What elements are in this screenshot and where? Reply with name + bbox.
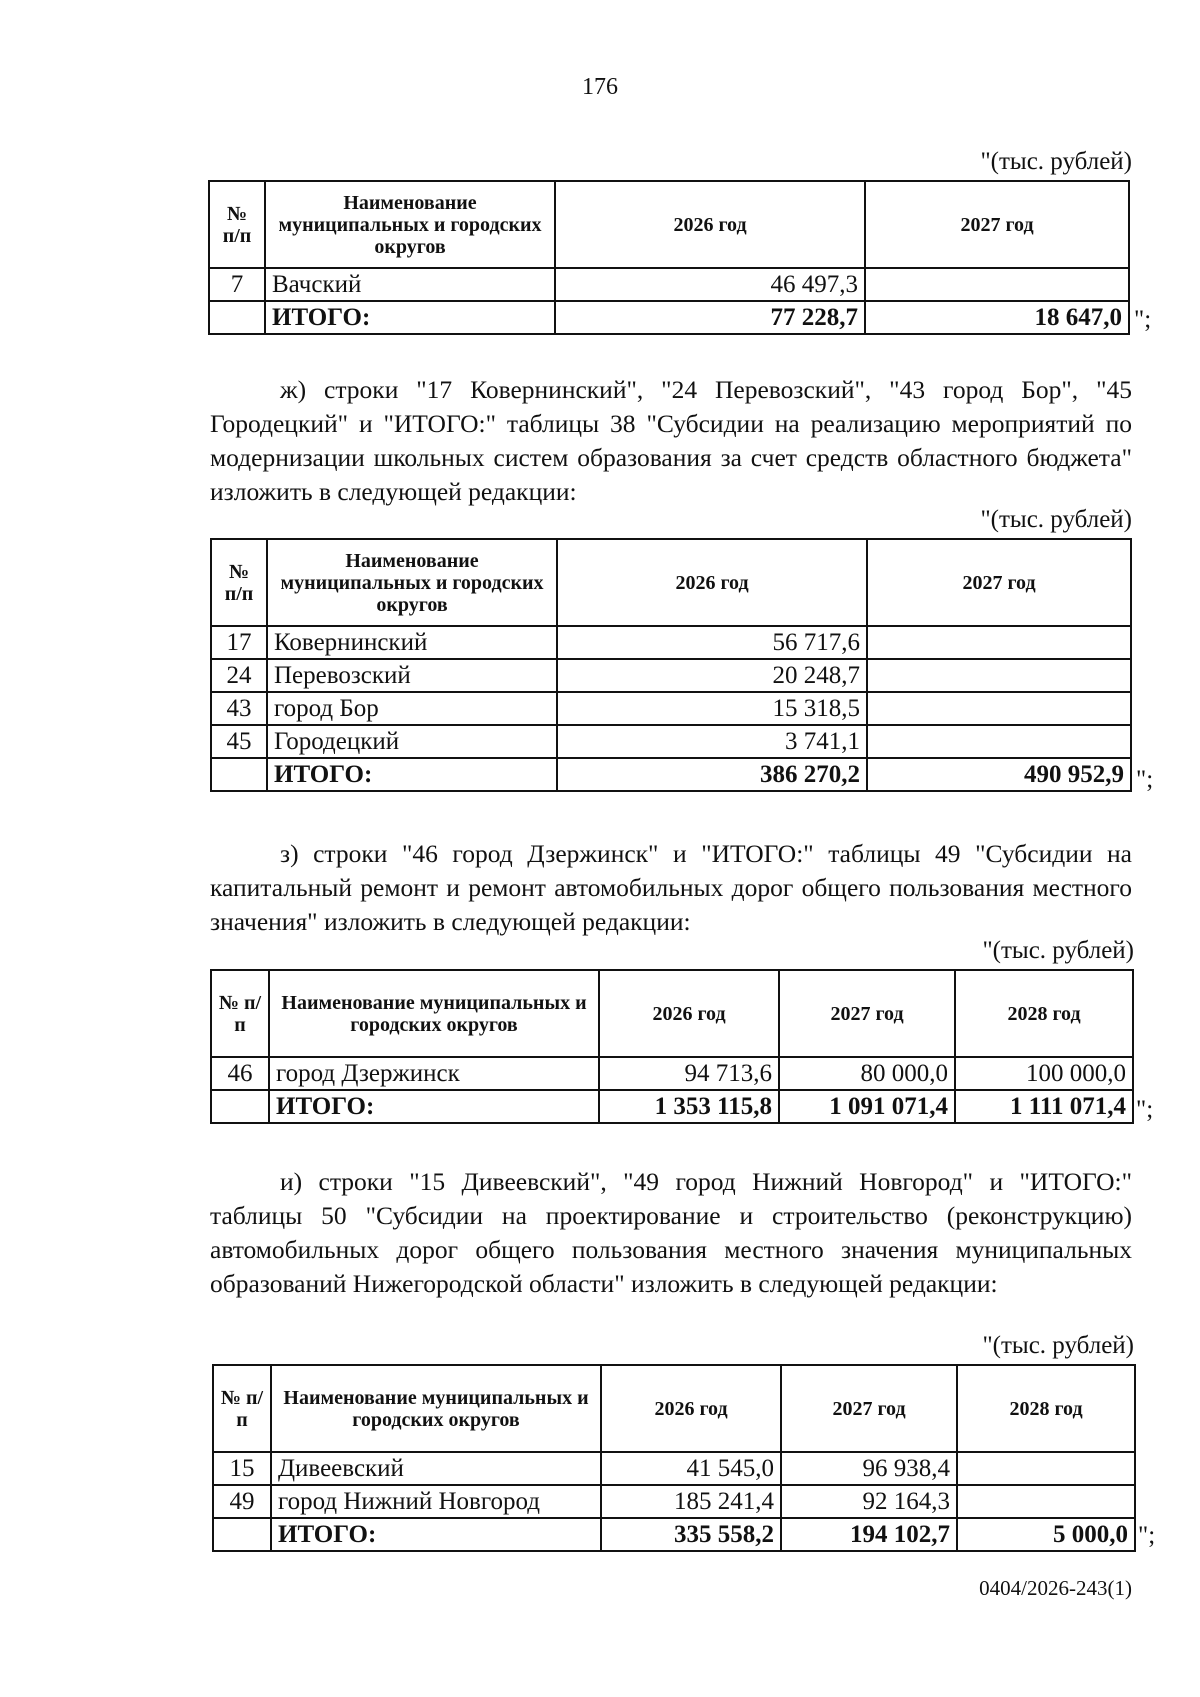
paragraph-z: з) строки "46 город Дзержинск" и "ИТОГО:" таблицы 49 "Субсидии на капитальный ремонт и ремонт автомобильных дорог общего пользования местного значения" изложить в следующей редакции: xyxy=(210,839,1132,936)
unit-label: "(тыс. рублей) xyxy=(980,506,1132,533)
unit-label: "(тыс. рублей) xyxy=(980,148,1132,175)
table-row: 15 Дивеевский 41 545,0 96 938,4 xyxy=(213,1452,1135,1485)
table-row: 17 Ковернинский 56 717,6 xyxy=(211,626,1131,659)
total-row: ИТОГО: 386 270,2 490 952,9 xyxy=(211,758,1131,791)
table-2 xyxy=(210,538,1132,792)
total-row: ИТОГО: 1 353 115,8 1 091 071,4 1 111 071,4 xyxy=(211,1090,1133,1123)
header-2027: 2027 год xyxy=(867,539,1131,626)
table-row: 7 Вачский 46 497,3 xyxy=(209,268,1129,301)
header-num: № п/п xyxy=(211,539,267,626)
header-name: Наименование муниципальных и городских округов xyxy=(271,1365,601,1452)
closing-quote: "; xyxy=(1134,306,1152,333)
header-2026: 2026 год xyxy=(601,1365,781,1452)
header-2027: 2027 год xyxy=(781,1365,957,1452)
header-2026: 2026 год xyxy=(599,970,779,1057)
table-4 xyxy=(212,1364,1136,1552)
header-name: Наименование муниципальных и городских округов xyxy=(265,181,555,268)
table-row: 43 город Бор 15 318,5 xyxy=(211,692,1131,725)
unit-label: "(тыс. рублей) xyxy=(982,1332,1134,1359)
table-row: 46 город Дзержинск 94 713,6 80 000,0 100 000,0 xyxy=(211,1057,1133,1090)
closing-quote: "; xyxy=(1136,766,1154,793)
paragraph-zh: ж) строки "17 Ковернинский", "24 Перевозский", "43 город Бор", "45 Городецкий" и "ИТОГО:" таблицы 38 "Субсидии на реализацию мероприятий по модернизации школьных систем образования за счет средств областного бюджета" изложить в следующей редакции: xyxy=(210,375,1132,506)
header-num: № п/п xyxy=(211,970,269,1057)
page-number: 176 xyxy=(582,74,618,100)
total-row: ИТОГО: 77 228,7 18 647,0 xyxy=(209,301,1129,334)
closing-quote: "; xyxy=(1138,1522,1156,1549)
table-row: 49 город Нижний Новгород 185 241,4 92 164,3 xyxy=(213,1485,1135,1518)
header-2026: 2026 год xyxy=(557,539,867,626)
total-row: ИТОГО: 335 558,2 194 102,7 5 000,0 xyxy=(213,1518,1135,1551)
document-code: 0404/2026-243(1) xyxy=(979,1576,1132,1600)
paragraph-i: и) строки "15 Дивеевский", "49 город Нижний Новгород" и "ИТОГО:" таблицы 50 "Субсидии на проектирование и строительство (реконструкцию) автомобильных дорог общего пользования местного значения муниципальных образований Нижегородской области" изложить в следующей редакции: xyxy=(210,1167,1132,1298)
header-name: Наименование муниципальных и городских округов xyxy=(267,539,557,626)
header-2028: 2028 год xyxy=(957,1365,1135,1452)
table-3 xyxy=(210,969,1134,1124)
header-name: Наименование муниципальных и городских округов xyxy=(269,970,599,1057)
table-row: 45 Городецкий 3 741,1 xyxy=(211,725,1131,758)
table-1 xyxy=(208,180,1130,335)
unit-label: "(тыс. рублей) xyxy=(982,937,1134,964)
closing-quote: "; xyxy=(1136,1096,1154,1123)
header-2027: 2027 год xyxy=(865,181,1129,268)
header-2027: 2027 год xyxy=(779,970,955,1057)
header-num: № п/п xyxy=(209,181,265,268)
header-2026: 2026 год xyxy=(555,181,865,268)
table-row: 24 Перевозский 20 248,7 xyxy=(211,659,1131,692)
header-num: № п/п xyxy=(213,1365,271,1452)
header-2028: 2028 год xyxy=(955,970,1133,1057)
